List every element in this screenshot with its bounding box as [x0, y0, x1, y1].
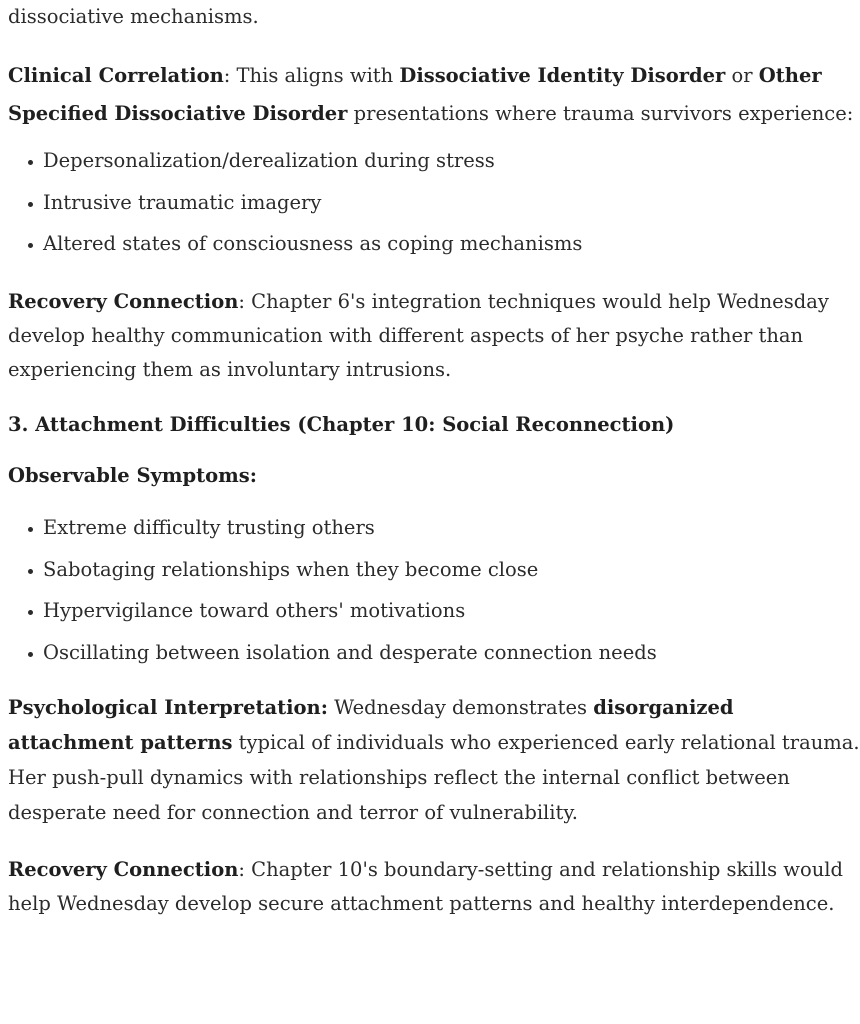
list-item: Hypervigilance toward others' motivations — [8, 598, 657, 640]
interpretation-text-1: Wednesday demonstrates — [327, 696, 594, 719]
clinical-bold-1: Dissociative Identity Disorder — [399, 64, 726, 87]
list-item: Oscillating between isolation and desperate connection needs — [8, 640, 657, 682]
section-heading: 3. Attachment Difficulties (Chapter 10: Social Reconnection) — [8, 413, 675, 436]
continuation-text: dissociative mechanisms. — [8, 5, 259, 28]
clinical-text-2: or — [725, 64, 759, 87]
list-item: Depersonalization/derealization during stress — [8, 148, 582, 190]
recovery-connection-text: : Chapter 10's boundary-setting and relationship skills would help Wednesday develop secure attachment patterns and healthy interdependence. — [8, 858, 843, 915]
clinical-text-1: : This aligns with — [223, 64, 400, 87]
interpretation-label: Psychological Interpretation: — [8, 696, 328, 719]
attachment-symptoms-list — [8, 515, 657, 681]
recovery-connection-label: Recovery Connection — [8, 858, 239, 881]
recovery-connection-paragraph-2 — [8, 853, 860, 921]
clinical-correlation-label: Clinical Correlation — [8, 64, 224, 87]
list-item: Altered states of consciousness as coping mechanisms — [8, 231, 582, 273]
dissociative-symptoms-list — [8, 148, 582, 273]
interpretation-text-2: typical of individuals who experienced early relational trauma. Her push-pull dynamics with relationships reflect the internal conflict between desperate need for connection and terror of vulnerability. — [8, 731, 860, 824]
recovery-connection-label: Recovery Connection — [8, 290, 239, 313]
symptoms-heading: Observable Symptoms: — [8, 464, 257, 487]
clinical-text-3: presentations where trauma survivors experience: — [347, 102, 854, 125]
clinical-bold-2: Other Specified Dissociative Disorder — [8, 64, 822, 125]
list-item: Intrusive traumatic imagery — [8, 190, 582, 232]
list-item: Extreme difficulty trusting others — [8, 515, 657, 557]
recovery-connection-text: : Chapter 6's integration techniques would help Wednesday develop healthy communication with different aspects of her psyche rather than experiencing them as involuntary intrusions. — [8, 290, 829, 381]
psychological-interpretation-paragraph — [8, 690, 860, 830]
list-item: Sabotaging relationships when they become close — [8, 557, 657, 599]
recovery-connection-paragraph-1 — [8, 285, 860, 387]
clinical-correlation-paragraph — [8, 57, 860, 133]
interpretation-bold-1: disorganized attachment patterns — [8, 696, 734, 754]
